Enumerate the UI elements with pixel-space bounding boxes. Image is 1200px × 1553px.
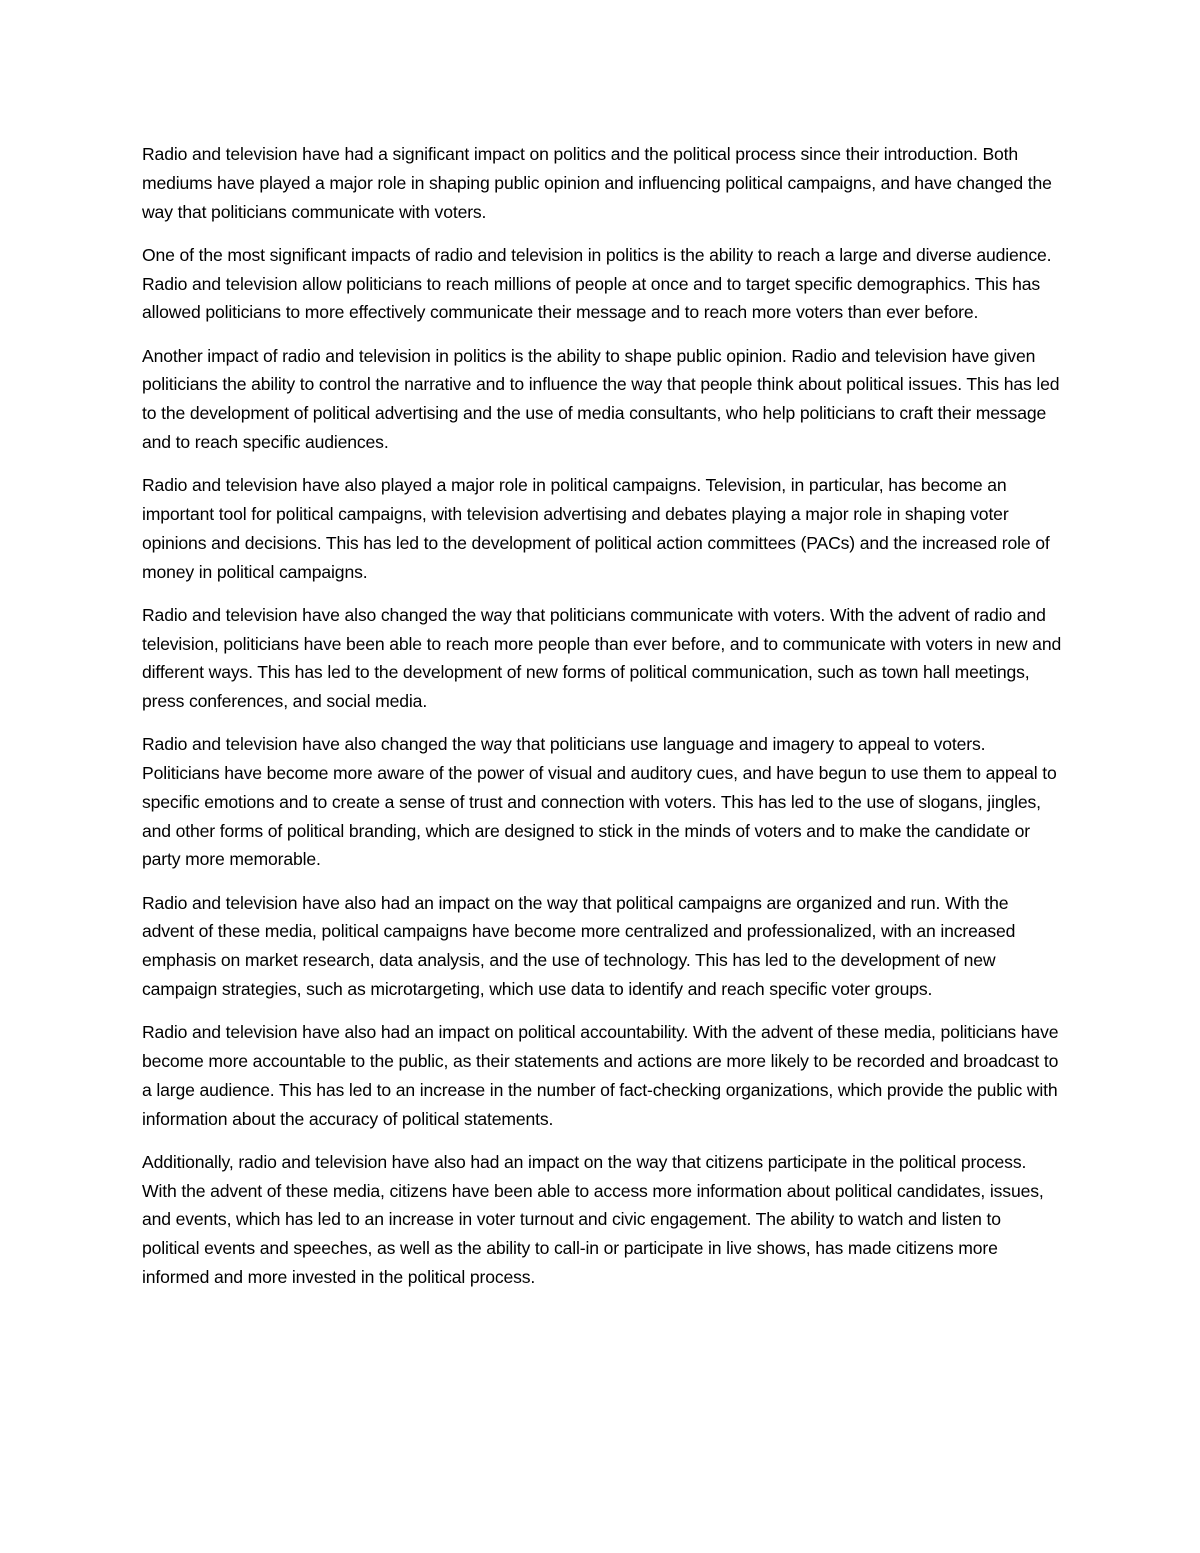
paragraph: Radio and television have also had an impact on political accountability. With the advent of these media, politicians have become more accountable to the public, as their statements and actions are more likely to be recorded and broadcast to a large audience. This has led to an increase in the number of fact-checking organizations, which provide the public with information about the accuracy of political statements. <box>142 1022 1059 1129</box>
paragraph: Additionally, radio and television have also had an impact on the way that citizens participate in the political process. With the advent of these media, citizens have been able to access more information about political candidates, issues, and events, which has led to an increase in voter turnout and civic engagement. The ability to watch and listen to political events and speeches, as well as the ability to call-in or participate in live shows, has made citizens more informed and more invested in the political process. <box>142 1151 1044 1288</box>
paragraph: Radio and television have also changed the way that politicians use language and imagery to appeal to voters. Politicians have become more aware of the power of visual and auditory cues, and have begun to use them to appeal to specific emotions and to create a sense of trust and connection with voters. This has led to the use of slogans, jingles, and other forms of political branding, which are designed to stick in the minds of voters and to make the candidate or party more memorable. <box>142 734 1057 870</box>
document-body <box>142 140 1062 1306</box>
paragraph: Radio and television have also changed the way that politicians communicate with voters. With the advent of radio and television, politicians have been able to reach more people than ever before, and to communicate with voters in new and different ways. This has led to the development of new forms of political communication, such as town hall meetings, press conferences, and social media. <box>142 604 1062 712</box>
paragraph: One of the most significant impacts of radio and television in politics is the ability to reach a large and diverse audience. Radio and television allow politicians to reach millions of people at once and to target specific demographics. This has allowed politicians to more effectively communicate their message and to reach more voters than ever before. <box>142 244 1052 323</box>
paragraph: Another impact of radio and television in politics is the ability to shape public opinion. Radio and television have given politicians the ability to control the narrative and to influence the way that people think about political issues. This has led to the development of political advertising and the use of media consultants, who help politicians to craft their message and to reach specific audiences. <box>142 345 1060 452</box>
paragraph: Radio and television have had a significant impact on politics and the political process since their introduction. Both mediums have played a major role in shaping public opinion and influencing political campaigns, and have changed the way that politicians communicate with voters. <box>142 144 1052 222</box>
paragraph: Radio and television have also played a major role in political campaigns. Television, in particular, has become an important tool for political campaigns, with television advertising and debates playing a major role in shaping voter opinions and decisions. This has led to the development of political action committees (PACs) and the increased role of money in political campaigns. <box>142 475 1050 582</box>
paragraph: Radio and television have also had an impact on the way that political campaigns are organized and run. With the advent of these media, political campaigns have become more centralized and professionalized, with an increased emphasis on market research, data analysis, and the use of technology. This has led to the development of new campaign strategies, such as microtargeting, which use data to identify and reach specific voter groups. <box>142 892 1016 1000</box>
